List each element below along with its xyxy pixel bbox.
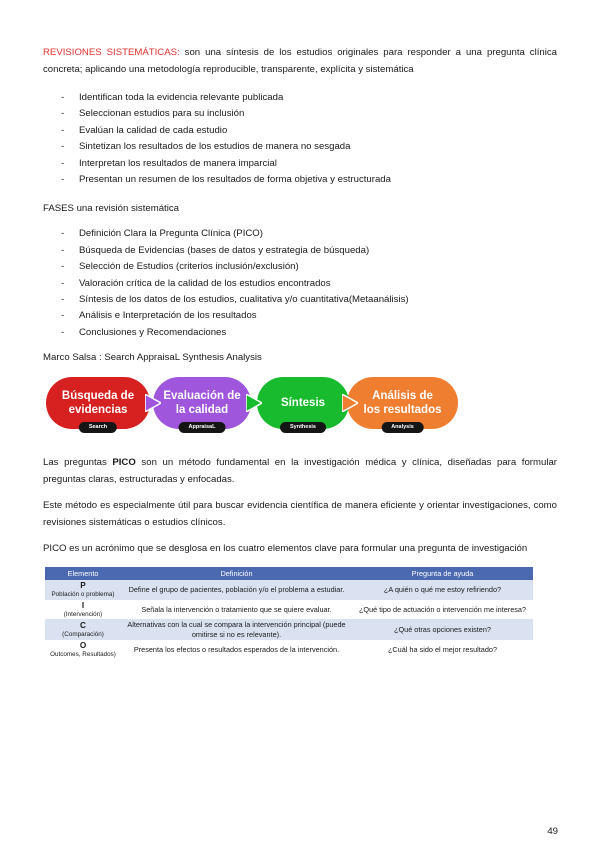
page-number: 49 bbox=[547, 826, 558, 837]
list-item: - Selección de Estudios (criterios inclusión/exclusión) bbox=[43, 259, 557, 275]
intro-term: REVISIONES SISTEMÁTICAS: bbox=[43, 47, 180, 58]
arrow-right-icon bbox=[145, 394, 161, 412]
phases-heading: FASES una revisión sistemática bbox=[43, 203, 179, 215]
cell-element bbox=[45, 600, 121, 620]
cell-definition: Define el grupo de pacientes, población y/o el problema a estudiar. bbox=[121, 580, 352, 600]
list-item: - Presentan un resumen de los resultados de forma objetiva y estructurada bbox=[43, 172, 557, 188]
stage-appraisal bbox=[153, 377, 251, 429]
list-item: - Conclusiones y Recomendaciones bbox=[43, 325, 557, 341]
phases-list bbox=[43, 226, 557, 341]
pico-table bbox=[45, 567, 533, 659]
stage-label: Análisis de los resultados bbox=[363, 390, 442, 417]
table-row bbox=[45, 600, 533, 620]
table-row bbox=[45, 619, 533, 640]
header-definicion: Definición bbox=[121, 567, 352, 580]
intro-paragraph bbox=[43, 44, 557, 78]
stage-tag: Synthesis bbox=[280, 422, 326, 433]
text-run: son un método fundamental en la investigación médica y clínica, diseñadas para formular preguntas claras, estructuradas y enfocadas. bbox=[43, 457, 557, 486]
stage-tag: Analysis bbox=[381, 422, 424, 433]
stage-tag: Search bbox=[79, 422, 117, 433]
header-pregunta: Pregunta de ayuda bbox=[352, 567, 533, 580]
table-header-row bbox=[45, 567, 533, 580]
list-item: - Sintetizan los resultados de los estudios de manera no sesgada bbox=[43, 139, 557, 155]
arrow-right-icon bbox=[246, 394, 262, 412]
list-item: - Interpretan los resultados de manera imparcial bbox=[43, 156, 557, 172]
text-run: Las preguntas bbox=[43, 457, 113, 469]
list-item: - Búsqueda de Evidencias (bases de datos y estrategia de búsqueda) bbox=[43, 243, 557, 259]
stage-tag: AppraisaL bbox=[179, 422, 226, 433]
cell-definition: Señala la intervención o tratamiento que se quiere evaluar. bbox=[121, 600, 352, 620]
element-sub: (Intervención) bbox=[63, 610, 103, 618]
stage-analysis bbox=[347, 377, 458, 429]
characteristics-list bbox=[43, 90, 557, 188]
element-sub: Población o problema) bbox=[51, 591, 115, 599]
element-letter: O bbox=[79, 641, 87, 651]
list-item: - Identifican toda la evidencia relevante publicada bbox=[43, 90, 557, 106]
cell-element bbox=[45, 619, 121, 640]
intro-text: son una síntesis de los estudios originales para responder a una pregunta clínica concreta; aplicando una metodología reproducible, transparente, explícita y sistemática bbox=[43, 47, 557, 75]
pico-bold: PICO bbox=[112, 457, 136, 469]
element-letter: C bbox=[80, 620, 86, 630]
cell-element bbox=[45, 640, 121, 660]
list-item: - Análisis e Interpretación de los resultados bbox=[43, 308, 557, 324]
list-item: - Evalúan la calidad de cada estudio bbox=[43, 123, 557, 139]
list-item: - Definición Clara la Pregunta Clínica (PICO) bbox=[43, 226, 557, 242]
stage-synthesis bbox=[257, 377, 349, 429]
list-item: - Síntesis de los datos de los estudios, cualitativa y/o cuantitativa(Metaanálisis) bbox=[43, 292, 557, 308]
element-letter: I bbox=[81, 600, 85, 610]
cell-element bbox=[45, 580, 121, 600]
arrow-right-icon bbox=[342, 394, 358, 412]
cell-definition: Alternativas con la cual se compara la intervención principal (puede omitirse si no es relevante). bbox=[121, 619, 352, 640]
pico-paragraph-3: PICO es un acrónimo que se desglosa en los cuatro elementos clave para formular una pregunta de investigación bbox=[43, 543, 528, 555]
element-letter: P bbox=[80, 581, 86, 591]
table-row bbox=[45, 640, 533, 660]
salsa-flow-diagram bbox=[46, 377, 460, 437]
salsa-heading: Marco Salsa : Search AppraisaL Synthesis Analysis bbox=[43, 352, 262, 364]
cell-question: ¿A quién o qué me estoy refiriendo? bbox=[352, 580, 533, 600]
pico-paragraph-2: Este método es especialmente útil para buscar evidencia científica de manera eficiente y orientar investigaciones, como revisiones sistemáticas o estudios clínicos. bbox=[43, 500, 557, 529]
cell-question: ¿Cuál ha sido el mejor resultado? bbox=[352, 640, 533, 660]
page-content bbox=[43, 44, 557, 660]
element-sub: Outcomes, Resultados) bbox=[50, 651, 116, 659]
cell-definition: Presenta los efectos o resultados esperados de la intervención. bbox=[121, 640, 352, 660]
pico-paragraph-1 bbox=[43, 454, 557, 488]
list-item: - Seleccionan estudios para su inclusión bbox=[43, 106, 557, 122]
cell-question: ¿Qué tipo de actuación o intervención me interesa? bbox=[352, 600, 533, 620]
stage-label: Evaluación de la calidad bbox=[163, 390, 241, 417]
stage-search bbox=[46, 377, 150, 429]
header-elemento: Elemento bbox=[45, 567, 121, 580]
stage-label: Síntesis bbox=[280, 397, 326, 410]
cell-question: ¿Qué otras opciones existen? bbox=[352, 619, 533, 640]
stage-label: Búsqueda de evidencias bbox=[61, 390, 135, 417]
element-sub: (Comparación) bbox=[62, 630, 104, 638]
list-item: - Valoración crítica de la calidad de los estudios encontrados bbox=[43, 276, 557, 292]
table-row bbox=[45, 580, 533, 600]
